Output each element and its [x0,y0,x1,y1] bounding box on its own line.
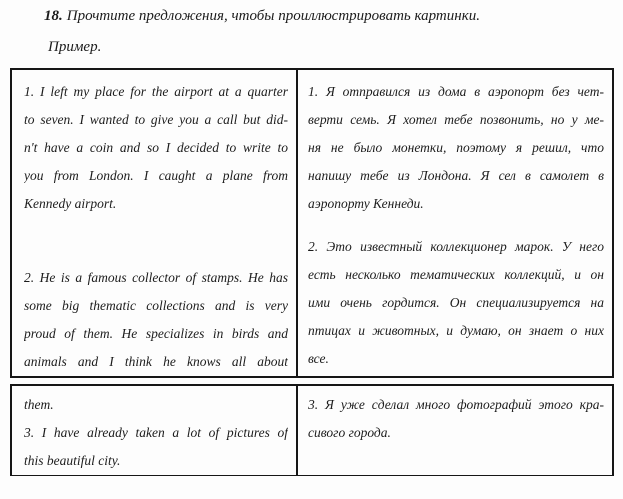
text-line: 1. I left my place for the airport at a quarter [24,84,288,99]
text-line: напишу тебе из Лондона. Я сел в самолет в [308,168,604,183]
russian-text-cell-bottom [298,386,612,475]
text-line: this beautiful city. [24,453,121,468]
paragraph [24,391,288,419]
english-text-cell-bottom [12,386,298,475]
text-line: Kennedy airport. [24,196,117,211]
exercise-title: Прочтите предложения, чтобы проиллюстрировать картинки. [66,8,480,24]
paragraph [308,391,604,447]
text-line: them. [24,397,54,412]
text-line: сивого города. [308,425,391,440]
text-line: 2. He is a famous collector of stamps. He has [24,270,288,285]
paragraph [24,78,288,218]
text-line: animals and I think he knows all about [24,354,288,369]
text-line: 2. Это известный коллекционер марок. У него [308,239,604,254]
text-line: to seven. I wanted to give you a call but did- [24,112,288,127]
paragraph [24,264,288,376]
text-line: n't have a coin and so I decided to write to [24,140,288,155]
text-line: some big thematic collections and is very [24,298,288,313]
english-text-cell-top [12,70,298,376]
paragraph [308,233,604,373]
translation-table-bottom [10,384,614,476]
translation-table-top [10,68,614,378]
text-line: ня не было монетки, поэтому я решил, что [308,140,604,155]
text-line: 3. Я уже сделал много фотографий этого кра- [308,397,604,412]
text-line: 1. Я отправился из дома в аэропорт без чет- [308,84,604,99]
russian-text-cell-top [298,70,612,376]
text-line: все. [308,351,329,366]
example-label: Пример. [48,39,102,55]
text-line: аэропорту Кеннеди. [308,196,424,211]
text-line: верти семь. Я хотел тебе позвонить, но у ме- [308,112,604,127]
text-line: птицах и животных, и думаю, он знает о них [308,323,604,338]
paragraph [24,419,288,475]
exercise-number: 18. [44,8,63,24]
text-line: proud of them. He specializes in birds and [24,326,288,341]
text-line: ими очень гордится. Он специализируется на [308,295,604,310]
text-line: есть несколько тематических коллекций, и он [308,267,604,282]
text-line: you from London. I caught a plane from [24,168,288,183]
paragraph [308,78,604,218]
text-line: 3. I have already taken a lot of pictures of [24,425,288,440]
exercise-heading [44,6,480,26]
